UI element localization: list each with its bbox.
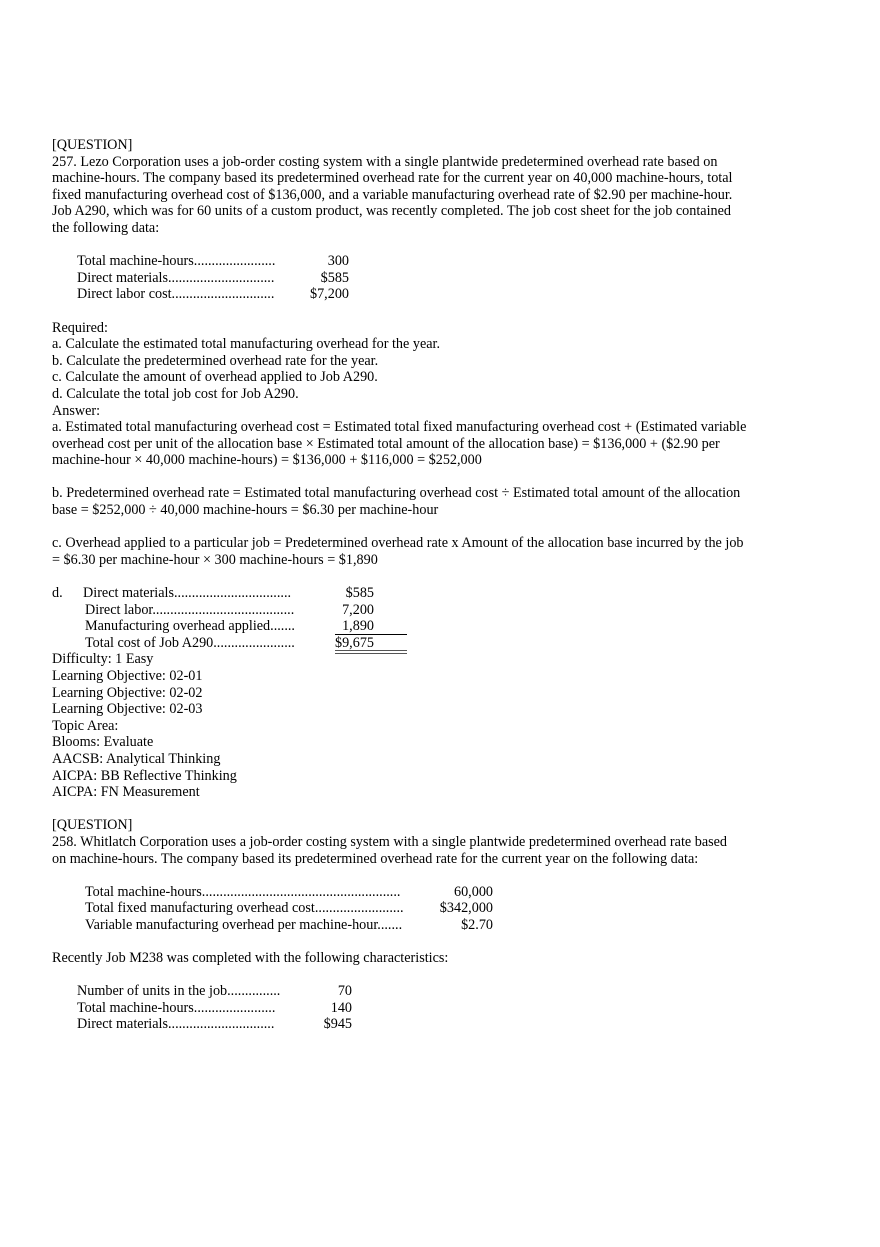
row-label: Direct materials.............................. bbox=[77, 269, 275, 286]
job-cost-table bbox=[52, 585, 772, 651]
required-item: d. Calculate the total job cost for Job A290. bbox=[52, 385, 299, 402]
recent-job-text: Recently Job M238 was completed with the following characteristics: bbox=[52, 950, 449, 967]
table-row bbox=[52, 602, 772, 619]
meta-line: Topic Area: bbox=[52, 717, 119, 734]
answer-heading: Answer: bbox=[52, 402, 101, 419]
meta-line: Blooms: Evaluate bbox=[52, 734, 154, 751]
row-value: $585 bbox=[345, 585, 374, 602]
row-value: 300 bbox=[327, 253, 349, 270]
question-text-line: Job A290, which was for 60 units of a custom product, was recently completed. The job cost sheet for the job contained bbox=[52, 203, 732, 220]
overhead-data-table bbox=[52, 884, 772, 934]
required-item: a. Calculate the estimated total manufacturing overhead for the year. bbox=[52, 336, 441, 353]
row-label: Number of units in the job............... bbox=[77, 983, 281, 1000]
answer-c-line: c. Overhead applied to a particular job = Predetermined overhead rate x Amount of the allocation base incurred by the job bbox=[52, 535, 744, 552]
table-row bbox=[52, 884, 772, 901]
row-value: $2.70 bbox=[461, 916, 493, 933]
row-label: Direct materials................................. bbox=[83, 585, 292, 602]
row-value: $585 bbox=[320, 269, 349, 286]
meta-line: AACSB: Analytical Thinking bbox=[52, 750, 221, 767]
table-row bbox=[52, 253, 772, 270]
question-tag: [QUESTION] bbox=[52, 817, 133, 834]
table-row bbox=[52, 917, 772, 934]
row-value: 7,200 bbox=[342, 601, 374, 618]
row-value: $7,200 bbox=[309, 286, 349, 303]
row-value: $9,675 bbox=[334, 634, 374, 651]
question-text-line: on machine-hours. The company based its predetermined overhead rate for the current year on the following data: bbox=[52, 850, 699, 867]
table-row bbox=[52, 1016, 772, 1033]
total-double-underline bbox=[335, 650, 407, 654]
row-label: Direct materials.............................. bbox=[77, 1016, 275, 1033]
row-value: $945 bbox=[323, 1016, 352, 1033]
answer-a-line: machine-hour × 40,000 machine-hours) = $136,000 + $116,000 = $252,000 bbox=[52, 452, 482, 469]
row-label: Direct labor........................................ bbox=[85, 601, 295, 618]
question-text-line: 258. Whitlatch Corporation uses a job-order costing system with a single plantwide predetermined overhead rate based bbox=[52, 833, 728, 850]
answer-a-line: a. Estimated total manufacturing overhead cost = Estimated total fixed manufacturing overhead cost + (Estimated variable bbox=[52, 419, 747, 436]
answer-b-line: base = $252,000 ÷ 40,000 machine-hours = $6.30 per machine-hour bbox=[52, 502, 439, 519]
question-text-line: machine-hours. The company based its predetermined overhead rate for the current year on 40,000 machine-hours, total bbox=[52, 170, 733, 187]
required-item: b. Calculate the predetermined overhead rate for the year. bbox=[52, 352, 379, 369]
answer-b-line: b. Predetermined overhead rate = Estimated total manufacturing overhead cost ÷ Estimated total amount of the allocation bbox=[52, 485, 741, 502]
row-value: 1,890 bbox=[342, 618, 374, 635]
row-label: Total machine-hours........................................................ bbox=[85, 883, 401, 900]
row-label: Direct labor cost............................. bbox=[77, 286, 275, 303]
question-tag: [QUESTION] bbox=[52, 137, 133, 153]
row-label: Total machine-hours....................... bbox=[77, 253, 276, 270]
row-value: 60,000 bbox=[453, 883, 493, 900]
answer-d-marker: d. bbox=[52, 585, 63, 602]
table-row bbox=[52, 635, 772, 652]
answer-a-line: overhead cost per unit of the allocation base × Estimated total amount of the allocation base) = $136,000 + ($2.90 per bbox=[52, 435, 720, 452]
row-label: Manufacturing overhead applied....... bbox=[85, 618, 295, 635]
table-row bbox=[52, 286, 772, 303]
table-row bbox=[52, 618, 772, 635]
row-label: Total cost of Job A290....................... bbox=[85, 634, 295, 651]
row-label: Variable manufacturing overhead per machine-hour....... bbox=[85, 916, 403, 933]
meta-line: Learning Objective: 02-03 bbox=[52, 701, 203, 718]
table-row bbox=[52, 585, 772, 602]
row-value: 70 bbox=[337, 983, 352, 1000]
row-label: Total machine-hours....................... bbox=[77, 999, 276, 1016]
table-row bbox=[52, 270, 772, 287]
question-text-line: fixed manufacturing overhead cost of $136,000, and a variable manufacturing overhead rate of $2.90 per machine-hour. bbox=[52, 186, 733, 203]
meta-line: AICPA: BB Reflective Thinking bbox=[52, 767, 237, 784]
meta-line: AICPA: FN Measurement bbox=[52, 784, 200, 801]
row-label: Total fixed manufacturing overhead cost......................... bbox=[85, 900, 404, 917]
meta-line: Difficulty: 1 Easy bbox=[52, 651, 154, 668]
table-row bbox=[52, 1000, 772, 1017]
job-data-table bbox=[52, 253, 772, 303]
question-text-line: 257. Lezo Corporation uses a job-order costing system with a single plantwide predetermined overhead rate based on bbox=[52, 153, 718, 170]
row-value: 140 bbox=[330, 999, 352, 1016]
required-item: c. Calculate the amount of overhead applied to Job A290. bbox=[52, 369, 378, 386]
meta-line: Learning Objective: 02-01 bbox=[52, 668, 203, 684]
answer-c-line: = $6.30 per machine-hour × 300 machine-hours = $1,890 bbox=[52, 551, 378, 568]
row-value: $342,000 bbox=[439, 900, 493, 917]
required-heading: Required: bbox=[52, 319, 108, 336]
table-row bbox=[52, 983, 772, 1000]
meta-line: Learning Objective: 02-02 bbox=[52, 684, 203, 701]
table-row bbox=[52, 900, 772, 917]
question-text-line: the following data: bbox=[52, 219, 160, 236]
job-characteristics-table bbox=[52, 983, 772, 1033]
document-page bbox=[52, 137, 772, 1033]
